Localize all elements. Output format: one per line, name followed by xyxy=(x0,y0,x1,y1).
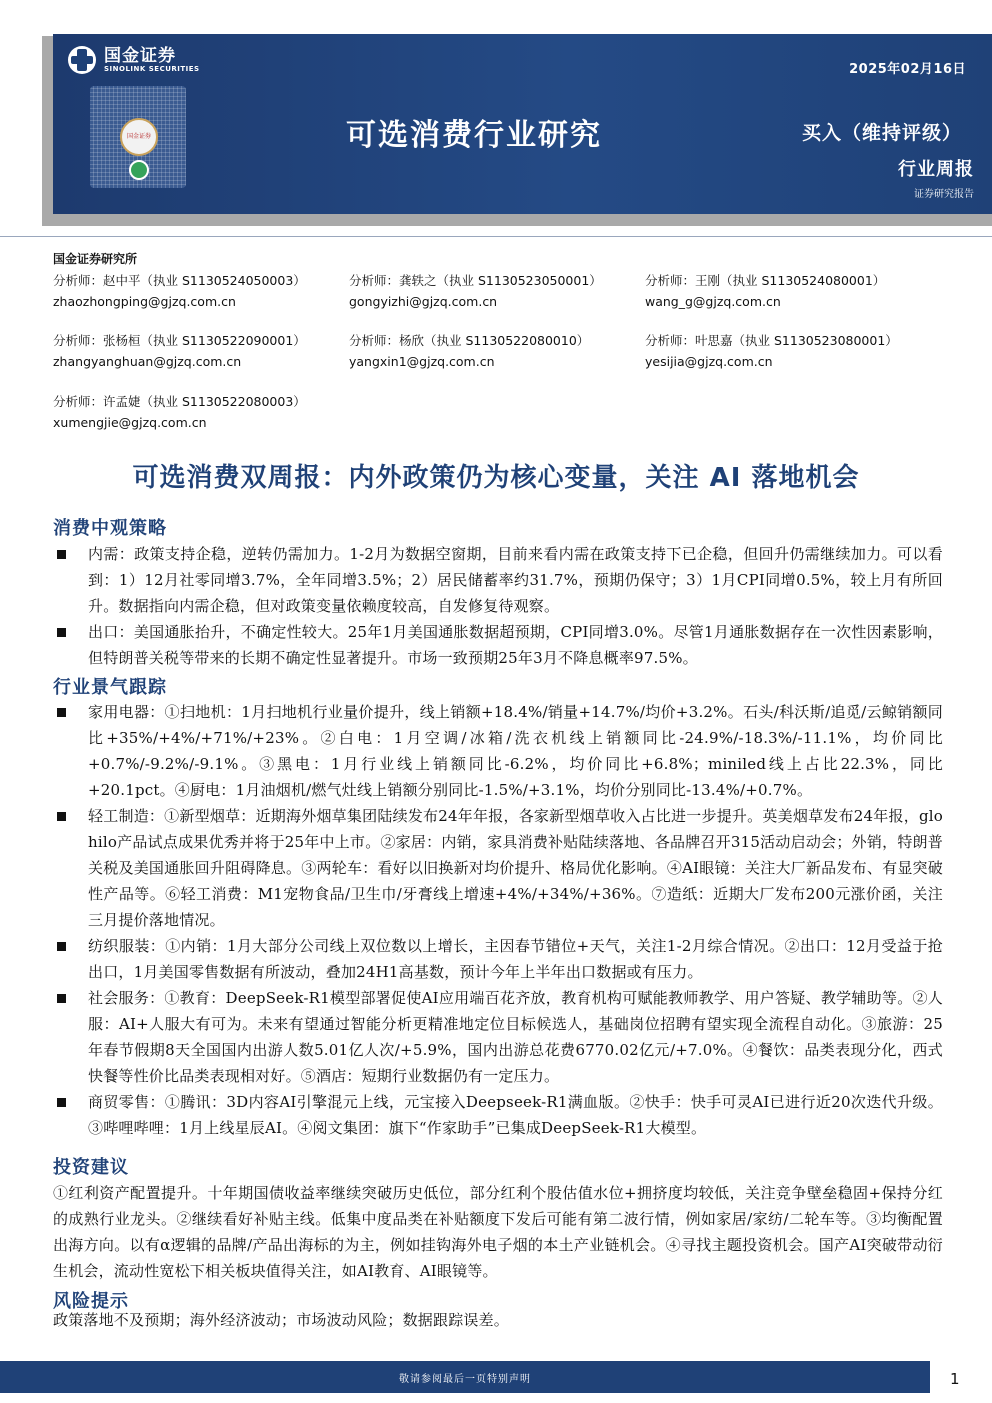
invest-paragraph: ①红利资产配置提升。十年期国债收益率继续突破历史低位，部分红利个股估值水位+拥挤度均较低，关注竞争壁垒稳固+保持分红的成熟行业龙头。②继续看好补贴主线。低集中度品类在补贴额度下发后可能有第二波行情，例如家居/家纺/二轮车等。③均衡配置出海方向。以有α逻辑的品牌/产品出海标的为主，例如挂钩海外电子烟的本土产业链机会。④寻找主题投资机会。国产AI突破带动衍生机会，流动性宽松下相关板块值得关注，如AI教育、AI眼镜等。 xyxy=(53,1184,943,1280)
risk-paragraph: 政策落地不及预期；海外经济波动；市场波动风险；数据跟踪误差。 xyxy=(53,1311,510,1329)
bullet-item: 轻工制造：①新型烟草：近期海外烟草集团陆续发布24年年报，各家新型烟草收入占比进一步提升。英美烟草发布24年报，glo hilo产品试点成果优秀并将于25年中上市。②家居：内销，家具消费补贴陆续落地、各品牌召开315活动启动会；外销，特朗普关税及美国通胀回升阻碍降息。③两轮车：看好以旧换新对均价提升、格局优化影响。④AI眼镜：关注大厂新品发布、有显突破性产品等。⑥轻工消费：M1宠物食品/卫生巾/牙膏线上增速+4%/+34%/+36%。⑦造纸：近期大厂发布200元涨价函，关注三月提价落地情况。 xyxy=(53,803,943,933)
analyst-block xyxy=(349,330,589,372)
bullet-item: 社会服务：①教育：DeepSeek-R1模型部署促使AI应用端百花齐放，教育机构可赋能教师教学、用户答疑、教学辅助等。②人服：AI+人服大有可为。未来有望通过智能分析更精准地定位目标候选人，基础岗位招聘有望实现全流程自动化。③旅游：25年春节假期8天全国国内出游人数5.01亿人次/+5.9%，国内出游总花费6770.02亿元/+7.0%。④餐饮：品类表现分化，西式快餐等性价比品类表现相对好。⑤酒店：短期行业数据仍有一定压力。 xyxy=(53,985,943,1089)
analyst-block xyxy=(349,270,602,312)
macro-bullet-list xyxy=(53,541,943,671)
report-date: 2025年02月16日 xyxy=(849,62,966,77)
analyst-email[interactable]: yangxin1@gjzq.com.cn xyxy=(349,354,495,369)
institute-name: 国金证券研究所 xyxy=(53,252,138,266)
bullet-item: 纺织服装：①内销：1月大部分公司线上双位数以上增长，主因春节错位+天气，关注1-2月综合情况。②出口：12月受益于抢出口，1月美国零售数据有所波动，叠加24H1高基数，预计今年上半年出口数据或有压力。 xyxy=(53,933,943,985)
section-heading-risk: 风险提示 xyxy=(53,1291,129,1312)
analyst-name: 分析师：赵中平（执业 S1130524050003） xyxy=(53,273,306,288)
company-logo xyxy=(68,45,200,75)
bullet-item: 出口：美国通胀抬升，不确定性较大。25年1月美国通胀数据超预期，CPI同增3.0%。尽管1月通胀数据存在一次性因素影响，但特朗普关税等带来的长期不确定性显著提升。市场一致预期25年3月不降息概率97.5%。 xyxy=(53,619,943,671)
logo-mark-icon xyxy=(68,46,96,74)
analyst-block xyxy=(645,270,885,312)
analyst-name: 分析师：龚轶之（执业 S1130523050001） xyxy=(349,273,602,288)
section-heading-invest: 投资建议 xyxy=(53,1157,129,1178)
footer-note[interactable]: 敬请参阅最后一页特别声明 xyxy=(399,1373,531,1385)
report-sub-label: 证券研究报告 xyxy=(914,189,974,200)
logo-cn-text: 国金证券 xyxy=(104,45,176,66)
analyst-name: 分析师：杨欣（执业 S1130522080010） xyxy=(349,333,590,348)
footer-bar xyxy=(0,1361,930,1393)
bullet-item: 内需：政策支持企稳，逆转仍需加力。1-2月为数据空窗期，目前来看内需在政策支持下已企稳，但回升仍需继续加力。可以看到：1）12月社零同增3.7%，全年同增3.5%；2）居民储蓄率约31.7%，预期仍保守；3）1月CPI同增0.5%，较上月有所回升。数据指向内需企稳，但对政策变量依赖度较高，自发修复待观察。 xyxy=(53,541,943,619)
analyst-name: 分析师：王刚（执业 S1130524080001） xyxy=(645,273,886,288)
bullet-item: 商贸零售：①腾讯：3D内容AI引擎混元上线，元宝接入Deepseek-R1满血版。②快手：快手可灵AI已进行近20次迭代升级。③哔哩哔哩：1月上线星辰AI。④阅文集团：旗下“作家助手”已集成DeepSeek-R1大模型。 xyxy=(53,1089,943,1141)
qr-label: 国金证券 xyxy=(126,133,151,140)
logo-en-text: SINOLINK SECURITIES xyxy=(104,64,200,73)
bullet-item: 家用电器：①扫地机：1月扫地机行业量价提升，线上销额+18.4%/销量+14.7%/均价+3.2%。石头/科沃斯/追觅/云鲸销额同比+35%/+4%/+71%/+23%。②白电：1月空调/冰箱/洗衣机线上销额同比-24.9%/-18.3%/-11.1%，均价同比+0.7%/-9.2%/-9.1%。③黑电：1月行业线上销额同比-6.2%，均价同比+6.8%；miniled线上占比22.3%，同比+20.1pct。④厨电：1月油烟机/燃气灶线上销额分别同比-1.5%/+3.1%，均价分别同比-13.4%/+0.7%。 xyxy=(53,699,943,803)
analyst-email[interactable]: wang_g@gjzq.com.cn xyxy=(645,294,781,309)
analyst-block xyxy=(645,330,898,372)
analyst-name: 分析师：叶思嘉（执业 S1130523080001） xyxy=(645,333,898,348)
analyst-block xyxy=(53,270,306,312)
section-heading-macro: 消费中观策略 xyxy=(53,518,167,539)
report-subtitle: 可选消费双周报：内外政策仍为核心变量，关注 AI 落地机会 xyxy=(132,463,860,493)
analyst-email[interactable]: xumengjie@gjzq.com.cn xyxy=(53,415,207,430)
header-divider xyxy=(0,236,992,237)
report-type-label: 行业周报 xyxy=(898,159,974,180)
page-number: 1 xyxy=(950,1370,960,1388)
analyst-email[interactable]: yesijia@gjzq.com.cn xyxy=(645,354,773,369)
analyst-name: 分析师：许孟婕（执业 S1130522080003） xyxy=(53,394,306,409)
analyst-email[interactable]: zhaozhongping@gjzq.com.cn xyxy=(53,294,236,309)
section-heading-industry: 行业景气跟踪 xyxy=(53,677,167,698)
analyst-email[interactable]: zhangyanghuan@gjzq.com.cn xyxy=(53,354,242,369)
industry-bullet-list xyxy=(53,699,943,1141)
qr-center-logo xyxy=(120,118,158,156)
analyst-block xyxy=(53,330,306,372)
qr-code-icon xyxy=(90,86,186,188)
analyst-name: 分析师：张杨桓（执业 S1130522090001） xyxy=(53,333,306,348)
page-title: 可选消费行业研究 xyxy=(346,118,602,153)
analyst-email[interactable]: gongyizhi@gjzq.com.cn xyxy=(349,294,498,309)
qr-badge-icon xyxy=(129,160,149,180)
analyst-block xyxy=(53,391,306,433)
rating-label: 买入（维持评级） xyxy=(801,122,962,144)
